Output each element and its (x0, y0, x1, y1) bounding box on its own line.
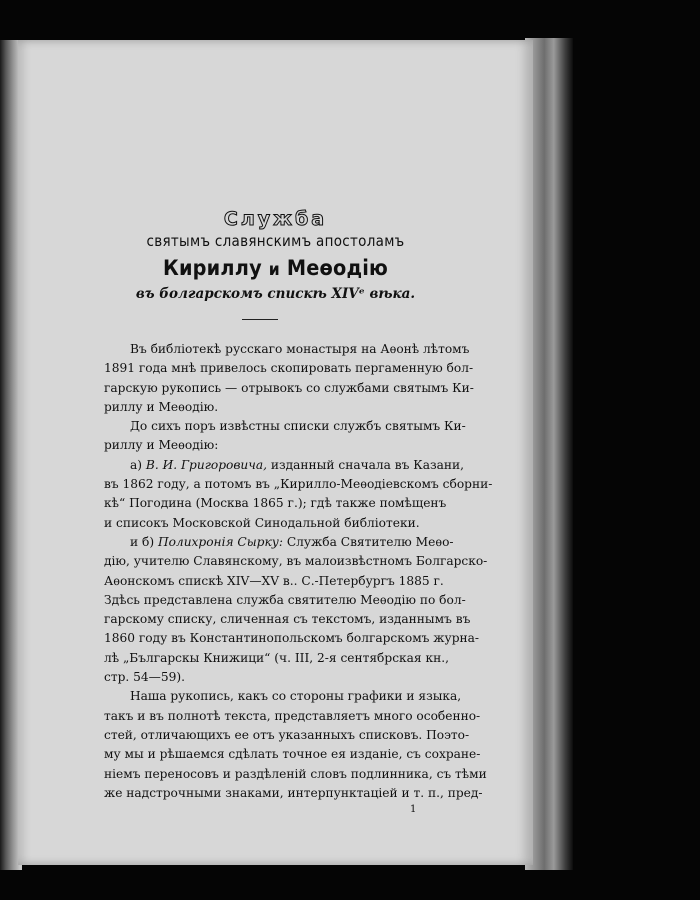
title-line-names (39, 256, 513, 280)
text-line: гарскому списку, сличенная съ текстомъ, изданнымъ въ (104, 612, 471, 627)
title-sluzhba: Служба (223, 208, 328, 230)
text-line: Аѳонскомъ спискѣ XIV—XV в.. С.-Петербургъ 1885 г. (104, 573, 444, 588)
text-line: гарскую рукопись — отрывокъ со службами святымъ Ки- (104, 380, 474, 395)
text-line: же надстрочными знаками, интерпунктаціей и т. п., пред- (104, 785, 483, 800)
text-line: и списокъ Московской Синодальной библіотеки. (104, 515, 420, 530)
text-line (104, 533, 454, 552)
text-line: риллу и Меѳодію. (104, 399, 219, 414)
title-conjunction: и (268, 260, 280, 280)
text-line: Наша рукопись, какъ со стороны графики и языка, (130, 689, 462, 704)
text-line: До сихъ поръ извѣстны списки службъ святымъ Ки- (130, 419, 466, 434)
text-line: лѣ „Българскы Книжици“ (ч. III, 2-я сентябрская кн., (104, 650, 449, 665)
text-line: стр. 54—59). (104, 670, 185, 685)
book-page (18, 40, 533, 865)
text-fragment: Служба Святителю Меѳо- (286, 534, 454, 549)
text-line: риллу и Меѳодію: (104, 438, 219, 453)
text-line: му мы и рѣшаемся сдѣлать точное ея изданіе, съ сохране- (104, 747, 481, 762)
list-marker: и б) (130, 534, 155, 549)
page-number: 1 (410, 804, 417, 815)
text-line: дію, учителю Славянскому, въ малоизвѣстномъ Болгарско- (104, 554, 488, 569)
body-text (104, 340, 493, 803)
title-name-kirill: Кириллу (162, 256, 262, 280)
text-line: 1860 году въ Константинопольскомъ болгарскомъ журна- (104, 631, 480, 646)
title-name-methodius: Меѳодію (286, 256, 389, 280)
text-line: въ 1862 году, а потомъ въ „Кирилло-Меѳодіевскомъ сборни- (104, 477, 493, 492)
text-line: Здѣсь представлена служба святителю Меѳодію по бол- (104, 592, 466, 607)
text-fragment: изданный сначала въ Казани, (270, 457, 465, 472)
author-name: В. И. Григоровича, (145, 457, 268, 472)
text-line: такъ и въ полнотѣ текста, представляетъ много особенно- (104, 708, 481, 723)
text-line (104, 456, 465, 475)
text-line: ніемъ переносовъ и раздѣленій словъ подлинника, съ тѣми (104, 766, 487, 781)
text-line: стей, отличающихъ ее отъ указанныхъ списковъ. Поэто- (104, 727, 470, 742)
list-marker: а) (130, 457, 143, 472)
text-line: кѣ“ Погодина (Москва 1865 г.); гдѣ также помѣщенъ (104, 496, 447, 511)
title-line-apostles: святымъ славянскимъ апостоламъ (146, 232, 405, 250)
text-line: 1891 года мнѣ привелось скопировать пергаменную бол- (104, 361, 474, 376)
title-subtitle: въ болгарскомъ спискѣ XIVᵉ вѣка. (135, 286, 416, 302)
text-line: Въ библіотекѣ русскаго монастыря на Аѳонѣ лѣтомъ (130, 342, 470, 356)
author-name: Полихронія Сырку: (157, 534, 283, 549)
title-rule (242, 319, 278, 320)
